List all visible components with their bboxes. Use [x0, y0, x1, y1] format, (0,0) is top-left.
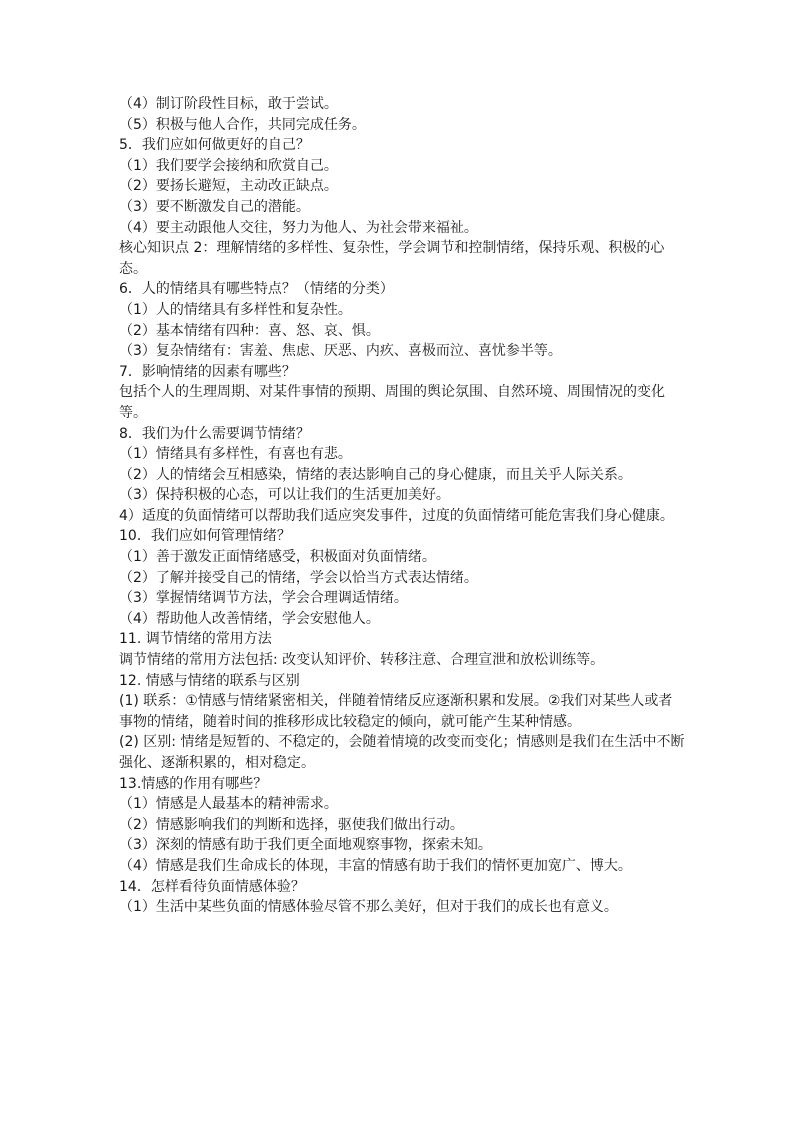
- text-line: （3）复杂情绪有：害羞、焦虑、厌恶、内疚、喜极而泣、喜忧参半等。: [119, 343, 562, 360]
- text-line: （2）基本情绪有四种：喜、怒、哀、惧。: [119, 322, 380, 339]
- text-line: （3）深刻的情感有助于我们更全面地观察事物，探索未知。: [119, 837, 492, 854]
- text-line: （4）情感是我们生命成长的体现，丰富的情感有助于我们的情怀更加宽广、博大。: [119, 857, 632, 874]
- text-line: （4）帮助他人改善情绪，学会安慰他人。: [119, 610, 380, 627]
- text-line: （1）人的情绪具有多样性和复杂性。: [119, 301, 352, 318]
- question-heading: 5．我们应如何做更好的自己？: [119, 137, 310, 154]
- text-line: (1) 联系：①情感与情绪紧密相关，伴随着情绪反应逐渐积累和发展。②我们对某些人或者事物的情绪，随着时间的推移形成比较稳定的倾向，就可能产生某种情感。: [119, 693, 673, 730]
- text-line: （5）积极与他人合作，共同完成任务。: [119, 116, 366, 133]
- text-line: 包括个人的生理周期、对某件事情的预期、周围的舆论氛围、自然环境、周围情况的变化等。: [119, 384, 665, 421]
- text-line: （3）掌握情绪调节方法，学会合理调适情绪。: [119, 590, 408, 607]
- text-line: (2) 区别: 情绪是短暂的、不稳定的，会随着情境的改变而变化；情感则是我们在生活中不断强化、逐渐积累的，相对稳定。: [119, 734, 685, 771]
- text-line: （2）情感影响我们的判断和选择，驱使我们做出行动。: [119, 816, 464, 833]
- text-line: 4）适度的负面情绪可以帮助我们适应突发事件，过度的负面情绪可能危害我们身心健康。: [119, 507, 674, 524]
- question-heading: 11. 调节情绪的常用方法: [119, 631, 272, 648]
- question-heading: 7．影响情绪的因素有哪些？: [119, 363, 296, 380]
- question-heading: 8．我们为什么需要调节情绪？: [119, 425, 310, 442]
- text-line: （2）要扬长避短，主动改正缺点。: [119, 178, 338, 195]
- text-line: （1）我们要学会接纳和欣赏自己。: [119, 157, 338, 174]
- question-heading: 10．我们应如何管理情绪？: [119, 528, 291, 545]
- document-body: [119, 94, 685, 918]
- question-heading: 12. 情感与情绪的联系与区别: [119, 672, 300, 689]
- text-line: （2）人的情绪会互相感染，情绪的表达影响自己的身心健康，而且关乎人际关系。: [119, 466, 632, 483]
- text-line: （1）善于激发正面情绪感受，积极面对负面情绪。: [119, 549, 436, 566]
- text-line: （3）保持积极的心态，可以让我们的生活更加美好。: [119, 487, 450, 504]
- text-line: （4）要主动跟他人交往，努力为他人、为社会带来福祉。: [119, 219, 478, 236]
- question-heading: 13.情感的作用有哪些？: [119, 775, 268, 792]
- text-line: （3）要不断激发自己的潜能。: [119, 198, 310, 215]
- question-heading: 6．人的情绪具有哪些特点？（情绪的分类）: [119, 281, 394, 298]
- text-line: （1）生活中某些负面的情感体验尽管不那么美好，但对于我们的成长也有意义。: [119, 899, 618, 916]
- text-line: （1）情绪具有多样性，有喜也有悲。: [119, 446, 352, 463]
- text-line: （2）了解并接受自己的情绪，学会以恰当方式表达情绪。: [119, 569, 478, 586]
- text-line: （4）制订阶段性目标，敢于尝试。: [119, 96, 338, 112]
- section-heading: 核心知识点 2：理解情绪的多样性、复杂性，学会调节和控制情绪，保持乐观、积极的心态。: [119, 240, 665, 277]
- text-line: （1）情感是人最基本的精神需求。: [119, 796, 338, 813]
- question-heading: 14．怎样看待负面情感体验？: [119, 878, 305, 895]
- text-line: 调节情绪的常用方法包括: 改变认知评价、转移注意、合理宣泄和放松训练等。: [119, 652, 605, 669]
